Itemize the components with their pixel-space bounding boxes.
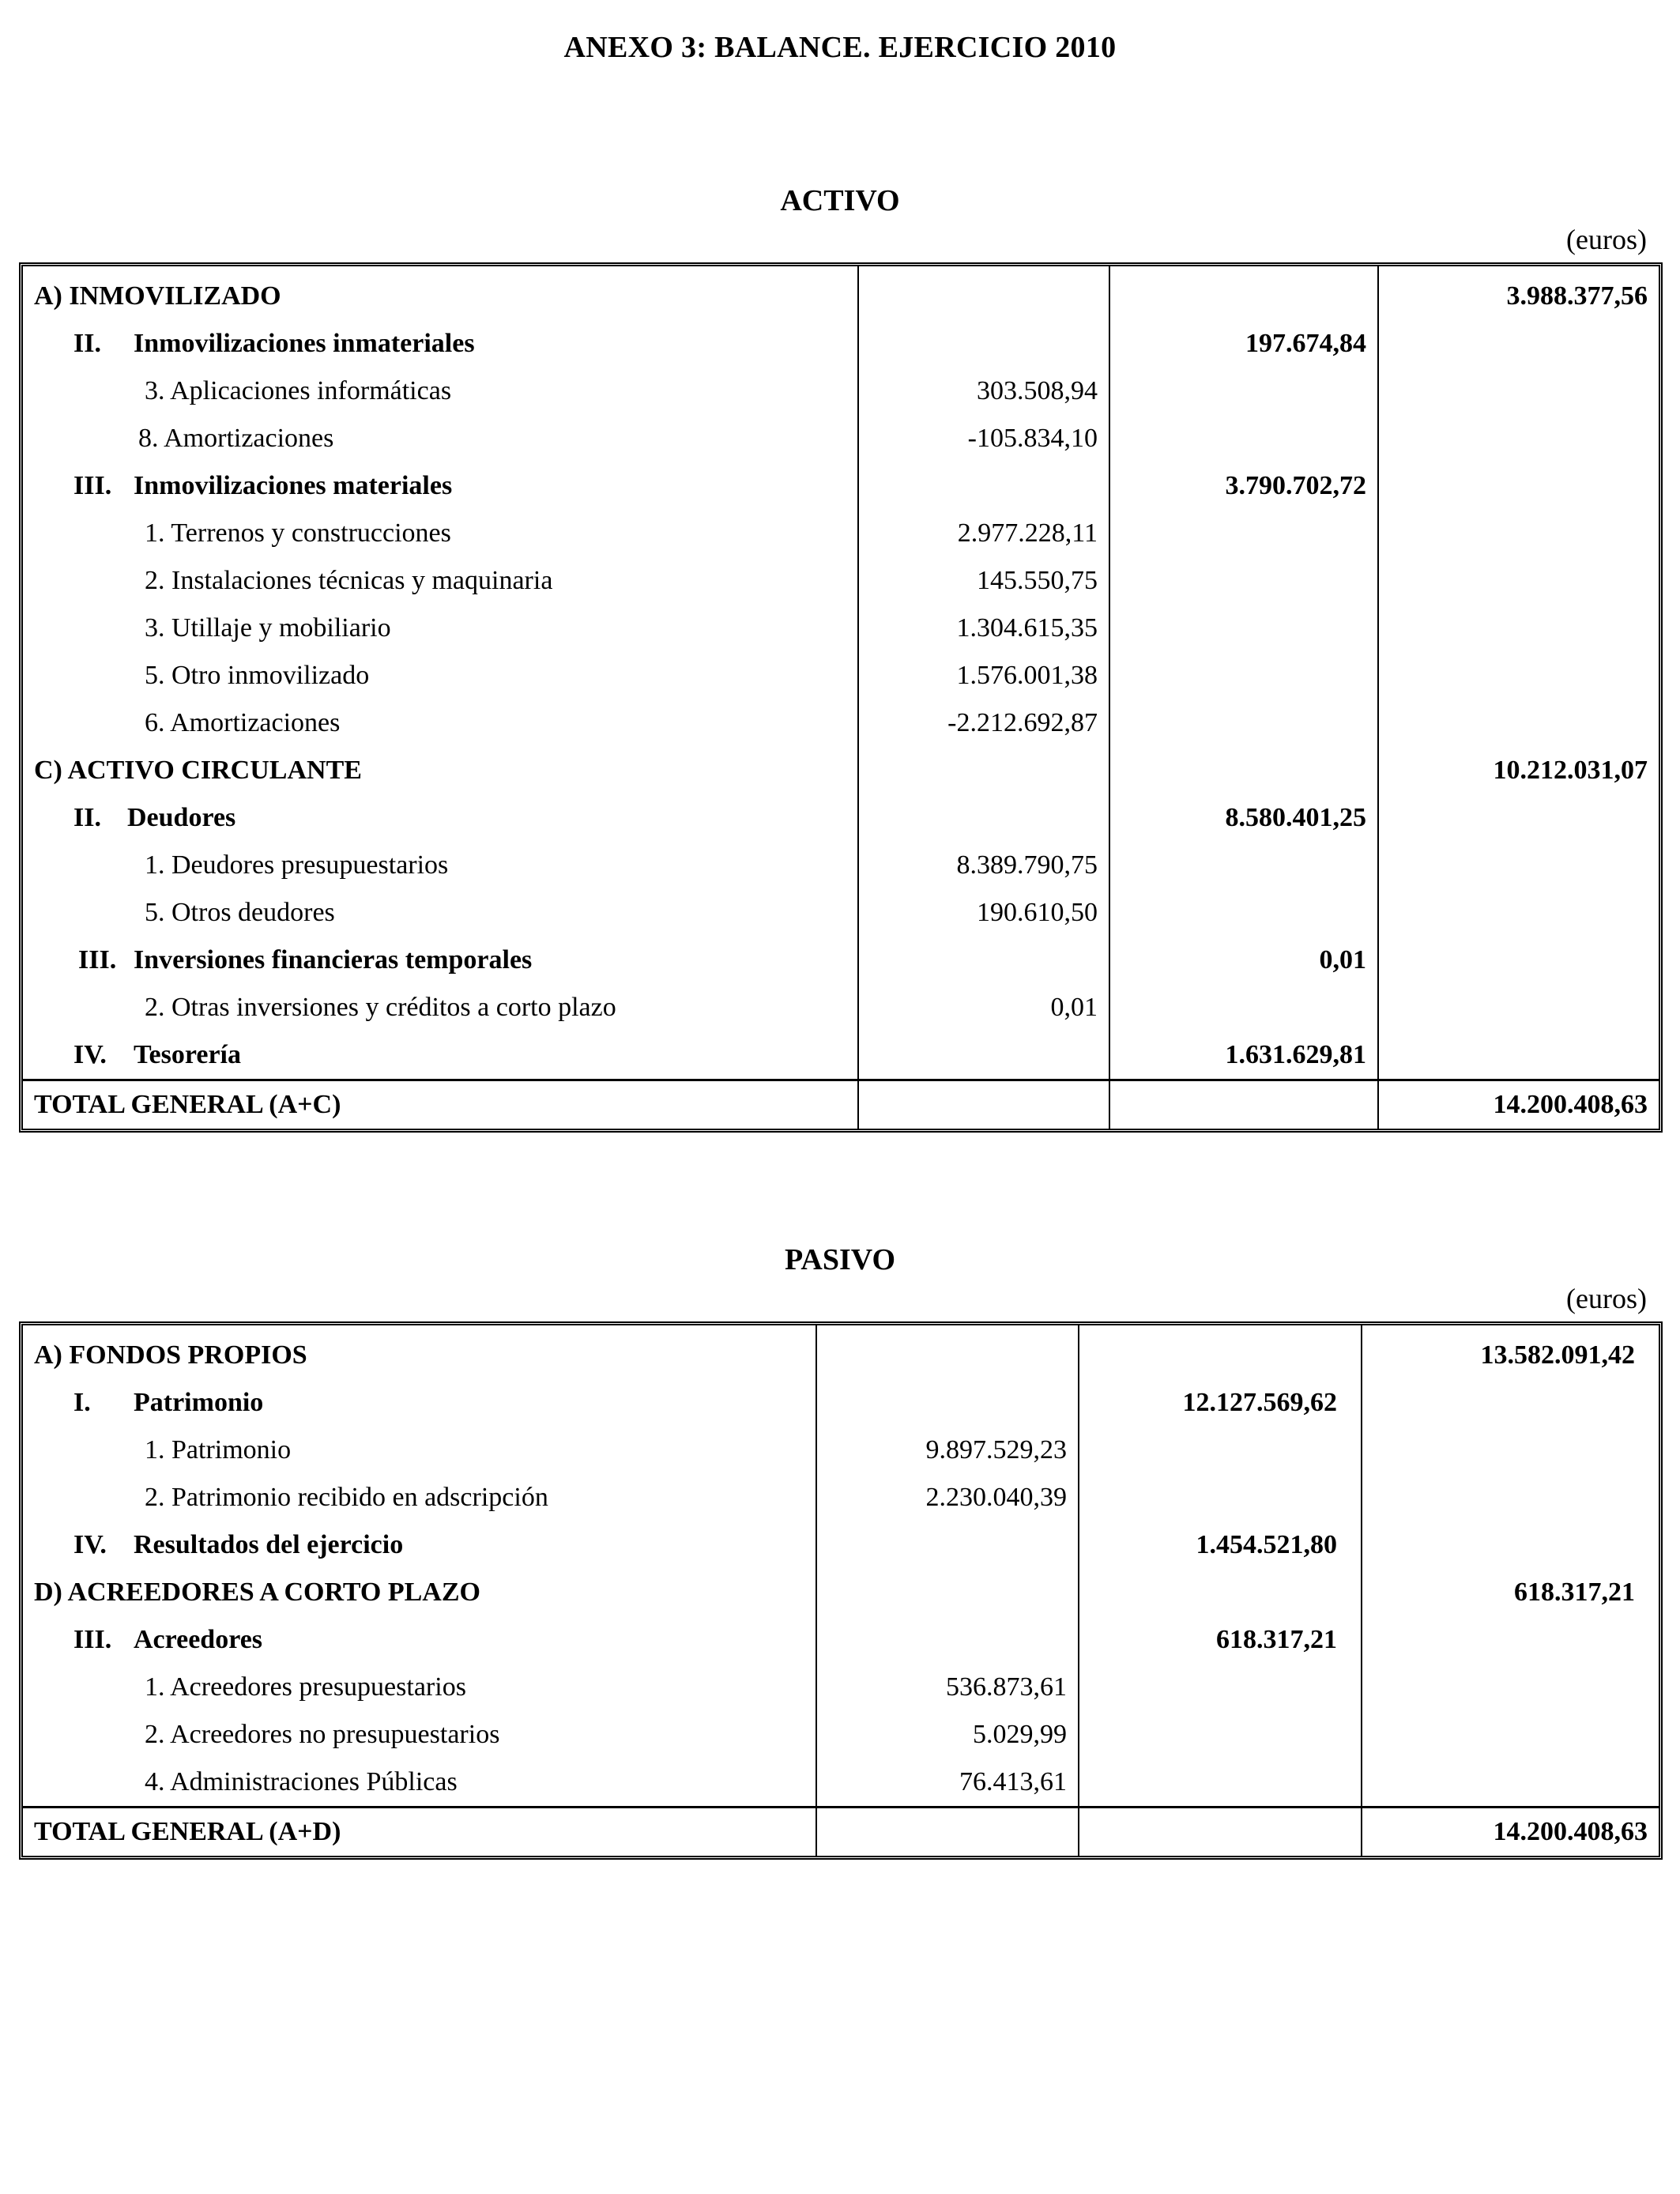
cell-detail: 0,01 xyxy=(858,984,1109,1031)
cell-detail: 536.873,61 xyxy=(816,1664,1079,1711)
cell-detail xyxy=(858,937,1109,984)
table-row xyxy=(23,1569,1659,1616)
row-label: C) ACTIVO CIRCULANTE xyxy=(34,756,362,785)
cell-total xyxy=(1378,984,1659,1031)
pasivo-table xyxy=(19,1321,1663,1860)
row-label: 4. Administraciones Públicas xyxy=(145,1767,458,1796)
cell-subtotal xyxy=(1109,415,1378,462)
row-label-text: Inmovilizaciones inmateriales xyxy=(134,329,475,358)
cell-subtotal xyxy=(1109,699,1378,747)
cell-subtotal xyxy=(1109,266,1378,320)
cell-detail xyxy=(858,747,1109,794)
row-label: 2. Instalaciones técnicas y maquinaria xyxy=(145,566,553,595)
row-roman: II. xyxy=(73,329,101,358)
table-row xyxy=(23,747,1659,794)
table-row xyxy=(23,266,1659,320)
cell-total xyxy=(1378,415,1659,462)
row-label: 1. Acreedores presupuestarios xyxy=(145,1672,466,1702)
table-row xyxy=(23,1325,1659,1379)
table-row xyxy=(23,1031,1659,1080)
cell-total xyxy=(1378,605,1659,652)
row-label: 3. Aplicaciones informáticas xyxy=(145,376,452,405)
table-row xyxy=(23,652,1659,699)
cell-total xyxy=(1362,1474,1659,1521)
cell-subtotal xyxy=(1079,1569,1362,1616)
table-row xyxy=(23,557,1659,605)
total-label: TOTAL GENERAL (A+C) xyxy=(23,1080,858,1129)
cell-detail xyxy=(816,1379,1079,1427)
cell-detail xyxy=(858,794,1109,842)
total-row xyxy=(23,1080,1659,1129)
cell-subtotal xyxy=(1109,842,1378,889)
cell-subtotal: 3.790.702,72 xyxy=(1109,462,1378,510)
table-row xyxy=(23,605,1659,652)
row-label: 1. Deudores presupuestarios xyxy=(145,850,449,880)
cell-total xyxy=(1378,889,1659,937)
cell-total: 10.212.031,07 xyxy=(1378,747,1659,794)
total-label: TOTAL GENERAL (A+D) xyxy=(23,1808,816,1857)
cell-total xyxy=(1362,1711,1659,1759)
cell-detail: -105.834,10 xyxy=(858,415,1109,462)
cell-total xyxy=(1378,320,1659,368)
cell-total xyxy=(1378,699,1659,747)
cell-total xyxy=(1378,842,1659,889)
cell-detail xyxy=(816,1325,1079,1379)
total-value: 14.200.408,63 xyxy=(1378,1080,1659,1129)
row-label: 8. Amortizaciones xyxy=(138,424,334,453)
cell-total xyxy=(1378,652,1659,699)
table-row xyxy=(23,1616,1659,1664)
cell-subtotal: 1.631.629,81 xyxy=(1109,1031,1378,1080)
row-roman: III. xyxy=(73,471,112,500)
cell-subtotal: 197.674,84 xyxy=(1109,320,1378,368)
row-label-text: Tesorería xyxy=(134,1040,241,1069)
row-roman: IV. xyxy=(73,1530,107,1559)
cell-detail xyxy=(858,1080,1109,1129)
document-title: ANEXO 3: BALANCE. EJERCICIO 2010 xyxy=(563,31,1117,64)
row-label xyxy=(23,462,858,510)
cell-total: 618.317,21 xyxy=(1362,1569,1659,1616)
row-label xyxy=(23,937,858,984)
row-roman: II. xyxy=(73,803,101,832)
table-row xyxy=(23,1759,1659,1808)
cell-subtotal xyxy=(1079,1664,1362,1711)
cell-detail xyxy=(816,1808,1079,1857)
cell-subtotal: 618.317,21 xyxy=(1079,1616,1362,1664)
cell-detail: 190.610,50 xyxy=(858,889,1109,937)
cell-subtotal xyxy=(1079,1759,1362,1808)
cell-detail: 8.389.790,75 xyxy=(858,842,1109,889)
cell-total xyxy=(1362,1427,1659,1474)
table-row xyxy=(23,510,1659,557)
cell-detail xyxy=(858,462,1109,510)
table-row xyxy=(23,320,1659,368)
row-label xyxy=(23,794,858,842)
row-roman: IV. xyxy=(73,1040,107,1069)
cell-total xyxy=(1362,1521,1659,1569)
cell-subtotal: 8.580.401,25 xyxy=(1109,794,1378,842)
row-label xyxy=(23,1616,816,1664)
cell-subtotal: 12.127.569,62 xyxy=(1079,1379,1362,1427)
cell-subtotal: 1.454.521,80 xyxy=(1079,1521,1362,1569)
table-row xyxy=(23,1664,1659,1711)
row-label: A) INMOVILIZADO xyxy=(34,281,281,311)
cell-detail: 76.413,61 xyxy=(816,1759,1079,1808)
cell-total xyxy=(1378,510,1659,557)
table-row xyxy=(23,699,1659,747)
row-roman: III. xyxy=(73,1625,112,1654)
cell-detail xyxy=(858,266,1109,320)
row-label: 2. Patrimonio recibido en adscripción xyxy=(145,1483,548,1512)
table-row xyxy=(23,794,1659,842)
cell-subtotal xyxy=(1079,1325,1362,1379)
cell-subtotal xyxy=(1109,984,1378,1031)
cell-total xyxy=(1378,557,1659,605)
row-label: 2. Acreedores no presupuestarios xyxy=(145,1720,500,1749)
row-label xyxy=(23,320,858,368)
cell-total xyxy=(1378,794,1659,842)
row-label-text: Deudores xyxy=(127,803,236,832)
row-label-text: Resultados del ejercicio xyxy=(134,1530,404,1559)
row-roman: III. xyxy=(78,945,117,974)
cell-detail: 5.029,99 xyxy=(816,1711,1079,1759)
cell-detail: 303.508,94 xyxy=(858,368,1109,415)
cell-subtotal xyxy=(1079,1711,1362,1759)
cell-subtotal xyxy=(1109,368,1378,415)
row-label: 1. Terrenos y construcciones xyxy=(145,518,451,548)
cell-total xyxy=(1378,937,1659,984)
cell-subtotal xyxy=(1079,1474,1362,1521)
cell-detail: 2.230.040,39 xyxy=(816,1474,1079,1521)
row-label-text: Inversiones financieras temporales xyxy=(134,945,533,974)
row-label: 5. Otro inmovilizado xyxy=(145,661,370,690)
cell-subtotal xyxy=(1109,510,1378,557)
row-label: A) FONDOS PROPIOS xyxy=(34,1340,307,1370)
table-row xyxy=(23,842,1659,889)
cell-detail: -2.212.692,87 xyxy=(858,699,1109,747)
cell-total xyxy=(1362,1616,1659,1664)
table-row xyxy=(23,1379,1659,1427)
table-row xyxy=(23,1521,1659,1569)
cell-detail: 1.304.615,35 xyxy=(858,605,1109,652)
cell-subtotal xyxy=(1109,889,1378,937)
activo-heading: ACTIVO xyxy=(780,184,900,217)
row-label: 1. Patrimonio xyxy=(145,1435,292,1465)
cell-total: 13.582.091,42 xyxy=(1362,1325,1659,1379)
cell-subtotal xyxy=(1079,1427,1362,1474)
cell-subtotal xyxy=(1079,1808,1362,1857)
cell-detail: 1.576.001,38 xyxy=(858,652,1109,699)
row-label: 3. Utillaje y mobiliario xyxy=(145,613,391,643)
total-row xyxy=(23,1808,1659,1857)
table-row xyxy=(23,984,1659,1031)
cell-detail xyxy=(816,1569,1079,1616)
table-row xyxy=(23,368,1659,415)
cell-subtotal xyxy=(1109,747,1378,794)
cell-total xyxy=(1378,368,1659,415)
cell-total xyxy=(1378,462,1659,510)
row-label xyxy=(23,1031,858,1080)
row-label-text: Inmovilizaciones materiales xyxy=(134,471,453,500)
cell-total xyxy=(1362,1759,1659,1808)
row-roman: I. xyxy=(73,1388,91,1417)
activo-units: (euros) xyxy=(1566,224,1647,255)
row-label-text: Patrimonio xyxy=(134,1388,264,1417)
cell-subtotal xyxy=(1109,1080,1378,1129)
cell-subtotal xyxy=(1109,652,1378,699)
table-row xyxy=(23,889,1659,937)
pasivo-heading: PASIVO xyxy=(785,1243,895,1276)
cell-subtotal: 0,01 xyxy=(1109,937,1378,984)
cell-subtotal xyxy=(1109,557,1378,605)
row-label xyxy=(23,1379,816,1427)
row-label: 5. Otros deudores xyxy=(145,898,335,927)
cell-detail: 2.977.228,11 xyxy=(858,510,1109,557)
table-row xyxy=(23,1474,1659,1521)
table-row xyxy=(23,415,1659,462)
cell-total xyxy=(1378,1031,1659,1080)
table-row xyxy=(23,1427,1659,1474)
table-row xyxy=(23,462,1659,510)
cell-detail xyxy=(858,320,1109,368)
table-row xyxy=(23,937,1659,984)
row-label-text: Acreedores xyxy=(134,1625,263,1654)
cell-detail: 9.897.529,23 xyxy=(816,1427,1079,1474)
cell-detail xyxy=(816,1521,1079,1569)
cell-total xyxy=(1362,1379,1659,1427)
pasivo-units: (euros) xyxy=(1566,1283,1647,1314)
cell-total xyxy=(1362,1664,1659,1711)
table-row xyxy=(23,1711,1659,1759)
cell-detail xyxy=(858,1031,1109,1080)
total-value: 14.200.408,63 xyxy=(1362,1808,1659,1857)
cell-detail xyxy=(816,1616,1079,1664)
row-label: D) ACREEDORES A CORTO PLAZO xyxy=(34,1578,480,1607)
row-label: 2. Otras inversiones y créditos a corto plazo xyxy=(145,993,616,1022)
activo-table xyxy=(19,262,1663,1133)
row-label: 6. Amortizaciones xyxy=(145,708,341,737)
cell-detail: 145.550,75 xyxy=(858,557,1109,605)
row-label xyxy=(23,1521,816,1569)
cell-subtotal xyxy=(1109,605,1378,652)
cell-total: 3.988.377,56 xyxy=(1378,266,1659,320)
